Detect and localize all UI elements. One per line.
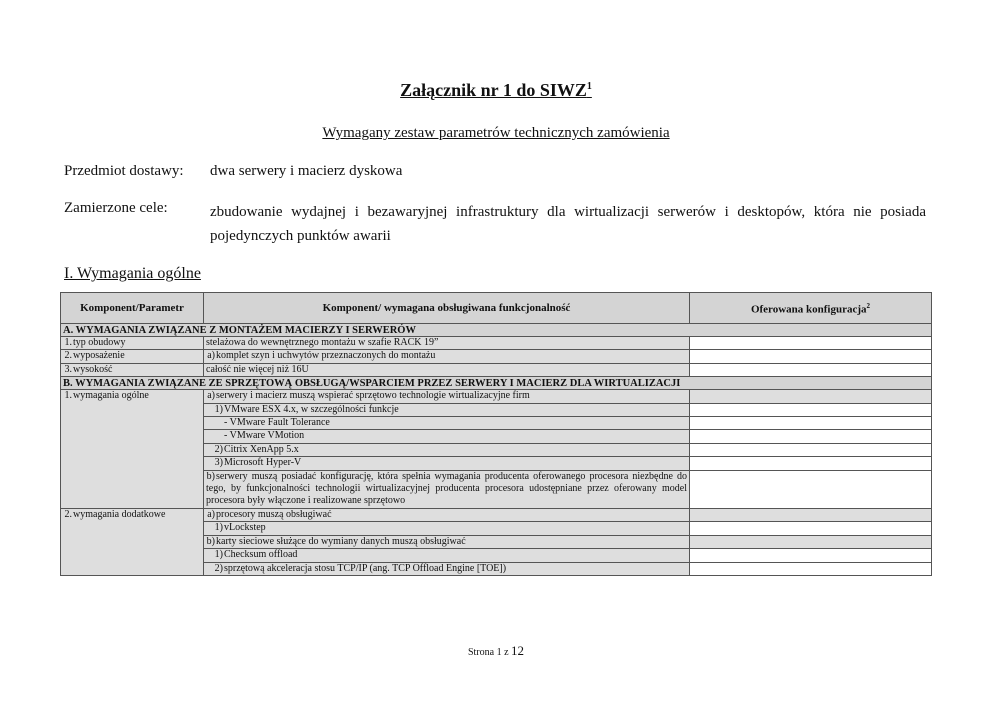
requirement-cell xyxy=(204,457,690,470)
title-footnote-mark: 1 xyxy=(586,81,592,92)
subject-label: Przedmiot dostawy: xyxy=(64,163,184,179)
requirement-cell xyxy=(204,535,690,548)
item-marker: 2) xyxy=(214,562,223,574)
table-row xyxy=(61,390,932,403)
header-offered-config xyxy=(690,293,932,324)
requirement-cell xyxy=(204,417,690,430)
requirement-cell xyxy=(204,549,690,562)
table-row xyxy=(61,508,932,521)
offer-cell[interactable] xyxy=(690,522,932,535)
offer-cell[interactable] xyxy=(690,403,932,416)
page-total: 12 xyxy=(511,643,525,658)
offer-cell[interactable] xyxy=(690,470,932,508)
param-cell xyxy=(61,390,204,509)
requirement-text: Microsoft Hyper-V xyxy=(224,457,302,469)
item-marker: 1) xyxy=(214,549,223,561)
section-b-heading: B. WYMAGANIA ZWIĄZANE ZE SPRZĘTOWĄ OBSŁUGĄ/WSPARCIEM PRZEZ SERWERY I MACIERZ DLA WIRTUALIZACJI xyxy=(61,377,932,390)
section-a-heading: A. WYMAGANIA ZWIĄZANE Z MONTAŻEM MACIERZY I SERWERÓW xyxy=(61,324,932,337)
requirement-text: serwery muszą posiadać konfigurację, która spełnia wymagania producenta oferowanego procesora niezbędne do tego, by funkcjonalności technologii wirtualizacyjnej producenta procesora udostępniane przez oferowany model procesora były włączone i realizowane sprzętowo xyxy=(206,470,687,507)
requirement-cell xyxy=(204,443,690,456)
requirement-text: stelażowa do wewnętrznego montażu w szafie RACK 19” xyxy=(206,337,439,348)
requirement-text: komplet szyn i uchwytów przeznaczonych do montażu xyxy=(216,350,436,362)
requirement-cell xyxy=(204,390,690,403)
offer-cell[interactable] xyxy=(690,443,932,456)
subject-value: dwa serwery i macierz dyskowa xyxy=(210,163,403,179)
table-row xyxy=(61,363,932,376)
page-title xyxy=(0,80,992,101)
requirement-text: karty sieciowe służące do wymiany danych muszą obsługiwać xyxy=(216,535,466,547)
row-number: 2. xyxy=(64,508,72,520)
offer-cell[interactable] xyxy=(690,562,932,575)
requirement-text: vLockstep xyxy=(224,522,266,534)
param-cell xyxy=(61,337,204,350)
requirement-text: - VMware VMotion xyxy=(224,430,305,442)
table-row xyxy=(61,337,932,350)
item-marker: b) xyxy=(206,535,215,547)
title-text: Załącznik nr 1 do SIWZ xyxy=(400,80,587,100)
table-header-row xyxy=(61,293,932,324)
row-number: 2. xyxy=(64,350,72,362)
requirement-cell xyxy=(204,522,690,535)
header-footnote-mark: 2 xyxy=(866,301,871,310)
table-row xyxy=(61,350,932,363)
item-marker: a) xyxy=(207,390,215,402)
item-marker: 3) xyxy=(214,457,223,469)
section-b-row xyxy=(61,377,932,390)
goals-label: Zamierzone cele: xyxy=(64,200,168,216)
section-a-row xyxy=(61,324,932,337)
offer-cell[interactable] xyxy=(690,535,932,548)
requirement-text: całość nie więcej niż 16U xyxy=(206,363,309,375)
section-heading: I. Wymagania ogólne xyxy=(64,265,201,282)
offer-cell[interactable] xyxy=(690,508,932,521)
item-marker: 1) xyxy=(214,403,223,415)
requirement-cell xyxy=(204,562,690,575)
param-label: wysokość xyxy=(73,363,113,375)
header-functionality: Komponent/ wymagana obsługiwana funkcjonalność xyxy=(204,293,690,324)
offer-cell[interactable] xyxy=(690,350,932,363)
param-label: wyposażenie xyxy=(73,350,125,362)
param-label: wymagania ogólne xyxy=(73,390,149,402)
offer-cell[interactable] xyxy=(690,457,932,470)
requirement-text: serwery i macierz muszą wspierać sprzętowo technologie wirtualizacyjne firm xyxy=(216,390,530,402)
item-marker: a) xyxy=(207,508,215,520)
requirement-cell xyxy=(204,508,690,521)
requirement-text: VMware ESX 4.x, w szczególności funkcje xyxy=(224,403,399,415)
param-cell xyxy=(61,363,204,376)
requirement-text: - VMware Fault Tolerance xyxy=(224,417,330,429)
offer-cell[interactable] xyxy=(690,430,932,443)
requirement-cell xyxy=(204,470,690,508)
requirements-table xyxy=(60,292,932,576)
item-marker: 2) xyxy=(214,443,223,455)
row-number: 1. xyxy=(64,390,72,402)
requirement-text: Checksum offload xyxy=(224,549,298,561)
item-marker: a) xyxy=(207,350,215,362)
header-offered-label: Oferowana konfiguracja xyxy=(750,303,867,316)
goals-value: zbudowanie wydajnej i bezawaryjnej infrastruktury dla wirtualizacji serwerów i desktopów, która nie posiada pojedynczych punktów awarii xyxy=(210,204,926,244)
offer-cell[interactable] xyxy=(690,390,932,403)
page-subtitle: Wymagany zestaw parametrów technicznych zamówienia xyxy=(322,125,670,141)
requirement-cell xyxy=(204,363,690,376)
row-number: 3. xyxy=(64,363,72,375)
requirement-cell xyxy=(204,430,690,443)
page-number-prefix: Strona 1 z xyxy=(467,647,509,658)
item-marker: 1) xyxy=(214,522,223,534)
param-cell xyxy=(61,350,204,363)
offer-cell[interactable] xyxy=(690,337,932,350)
requirement-cell xyxy=(204,350,690,363)
item-marker: b) xyxy=(206,470,215,482)
offer-cell[interactable] xyxy=(690,549,932,562)
offer-cell[interactable] xyxy=(690,363,932,376)
header-component: Komponent/Parametr xyxy=(61,293,204,324)
requirement-text: procesory muszą obsługiwać xyxy=(216,508,332,520)
page-footer xyxy=(0,643,992,659)
requirement-text: Citrix XenApp 5.x xyxy=(224,443,299,455)
requirement-text: sprzętową akceleracja stosu TCP/IP (ang. TCP Offload Engine [TOE]) xyxy=(224,562,507,574)
requirement-cell xyxy=(204,403,690,416)
param-cell xyxy=(61,508,204,575)
offer-cell[interactable] xyxy=(690,417,932,430)
param-label: typ obudowy xyxy=(73,337,126,348)
requirement-cell xyxy=(204,337,690,350)
param-label: wymagania dodatkowe xyxy=(73,508,166,520)
row-number: 1. xyxy=(64,337,72,348)
